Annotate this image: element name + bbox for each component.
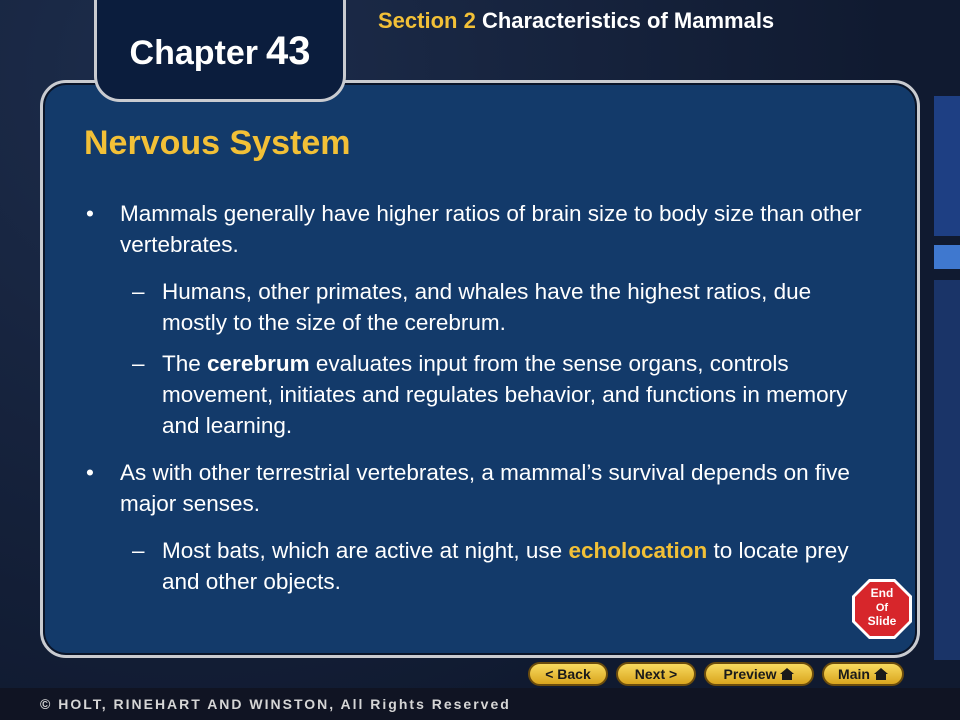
side-stripe-highlight <box>934 245 960 269</box>
next-button[interactable]: Next > <box>616 662 696 686</box>
footer <box>0 688 960 720</box>
copyright-text: © HOLT, RINEHART AND WINSTON, All Rights Reserved <box>40 696 511 712</box>
preview-label: Preview <box>723 666 777 682</box>
back-button[interactable]: < Back <box>528 662 608 686</box>
bullet-text: As with other terrestrial vertebrates, a mammal’s survival depends on five major senses. <box>120 460 850 516</box>
chapter-tab <box>94 0 346 102</box>
section-heading <box>378 8 798 34</box>
chapter-label <box>130 29 311 74</box>
term-echolocation: echolocation <box>568 538 708 563</box>
section-title: Characteristics of Mammals <box>481 8 775 33</box>
side-stripe <box>934 96 960 236</box>
sub-bullet-item <box>84 535 880 597</box>
sub-bullet-text-pre: Most bats, which are active at night, use <box>162 538 569 563</box>
slide-title: Nervous System <box>84 124 351 162</box>
section-label: Section 2 <box>378 8 476 33</box>
home-icon <box>780 668 794 680</box>
end-sign-line1: End <box>870 586 894 600</box>
chapter-number: 43 <box>265 28 311 73</box>
stop-sign-icon <box>850 577 914 641</box>
bullet-item <box>84 198 880 260</box>
bullet-item <box>84 457 880 519</box>
sub-bullet-item <box>84 348 880 441</box>
side-stripe <box>934 280 960 660</box>
end-of-slide-button[interactable] <box>850 577 914 641</box>
end-sign-line3: Slide <box>867 614 897 628</box>
end-sign-line2: Of <box>875 602 889 614</box>
chapter-word: Chapter <box>129 33 258 72</box>
home-icon <box>874 668 888 680</box>
preview-button[interactable] <box>704 662 814 686</box>
bullet-text: Mammals generally have higher ratios of brain size to body size than other vertebrates. <box>120 201 862 257</box>
main-button[interactable] <box>822 662 904 686</box>
sub-bullet-text-post: to locate prey and other objects. <box>162 538 849 594</box>
sub-bullet-text-post: evaluates input from the sense organs, controls movement, initiates and regulates behavior, and functions in memory and learning. <box>162 351 848 438</box>
sub-bullet-item <box>84 276 880 338</box>
term-cerebrum: cerebrum <box>207 351 310 376</box>
sub-bullet-text-pre: The <box>162 351 208 376</box>
sub-bullet-text: Humans, other primates, and whales have the highest ratios, due mostly to the size of the cerebrum. <box>162 279 812 335</box>
main-label: Main <box>838 666 870 682</box>
slide-content <box>84 198 880 607</box>
